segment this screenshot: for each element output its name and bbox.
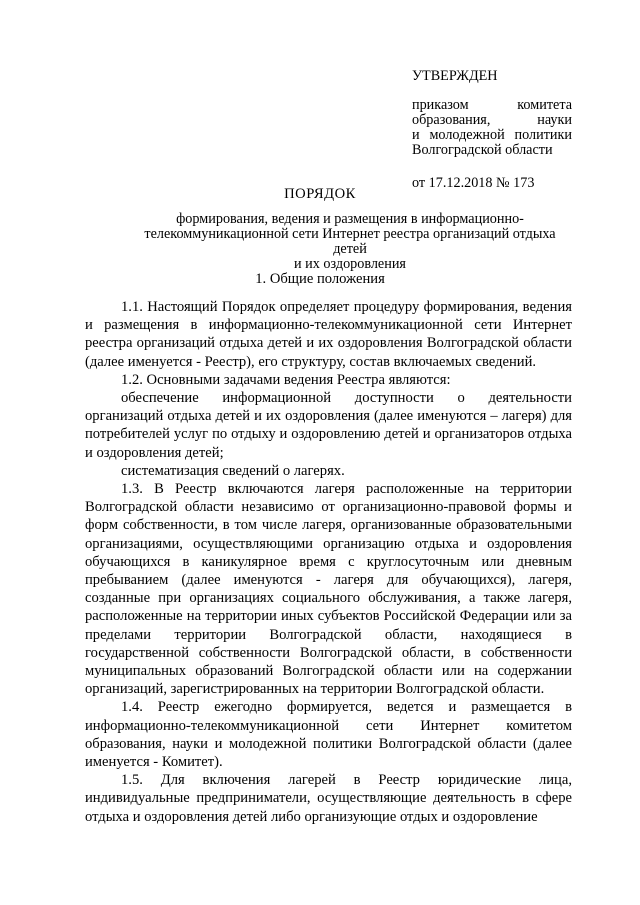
approval-line: приказом комитета [412, 97, 572, 113]
paragraph-1-2: 1.2. Основными задачами ведения Реестра являются: [121, 371, 451, 388]
subtitle-line: и их оздоровления [294, 256, 406, 272]
subtitle-line: формирования, ведения и размещения в информационно- [176, 211, 524, 227]
document-subtitle [130, 212, 570, 272]
paragraph-1-4: 1.4. Реестр ежегодно формируется, ведется и размещается в информационно-телекоммуникационной сети Интернет комитетом образования, науки и молодежной политики Волгоградской области (далее именуется - Комитет). [85, 699, 572, 771]
paragraph-1-3: 1.3. В Реестр включаются лагеря расположенные на территории Волгоградской области независимо от организационно-правовой формы и форм собственности, в том числе лагеря, организованные образовательными организациями, осуществляющими организацию отдыха и оздоровления обучающихся в каникулярное время с круглосуточным или дневным пребыванием (далее именуются - лагеря для обучающихся), лагеря, созданные при организациях социального обслуживания, а также лагеря, расположенные на территории иных субъектов Российской Федерации или за пределами территории Волгоградской области, находящиеся в государственной собственности Волгоградской области, в собственности муниципальных образований Волгоградской области или на содержании организаций, зарегистрированных на территории Волгоградской области. [85, 481, 572, 698]
section-heading: 1. Общие положения [255, 271, 385, 287]
approval-line: и молодежной политики [412, 127, 572, 143]
subtitle-line: телекоммуникационной сети Интернет реестра организаций отдыха детей [144, 226, 556, 257]
approval-heading: УТВЕРЖДЕН [412, 68, 498, 84]
approval-line: образования, науки [412, 112, 572, 128]
paragraph-1-1: 1.1. Настоящий Порядок определяет процедуру формирования, ведения и размещения в информационно-телекоммуникационной сети Интернет реестра организаций отдыха детей и их оздоровления Волгоградской области (далее именуется - Реестр), его структуру, состав включаемых сведений. [85, 299, 572, 370]
order-date-number: от 17.12.2018 № 173 [412, 175, 535, 191]
paragraph-1-2-item-1: обеспечение информационной доступности о деятельности организаций отдыха детей и их оздоровления (далее именуются – лагеря) для потребителей услуг по отдыху и оздоровлению детей и организаторов отдыха и оздоровления детей; [85, 390, 572, 461]
paragraph-1-2-item-2: систематизация сведений о лагерях. [121, 462, 345, 479]
paragraph-1-5: 1.5. Для включения лагерей в Реестр юридические лица, индивидуальные предприниматели, осуществляющие деятельность в сфере отдыха и оздоровления детей либо организующие отдых и оздоровление [85, 772, 572, 825]
document-title: ПОРЯДОК [284, 186, 356, 202]
approval-line: Волгоградской области [412, 142, 553, 158]
approval-block [412, 69, 572, 191]
section-body [85, 298, 572, 826]
